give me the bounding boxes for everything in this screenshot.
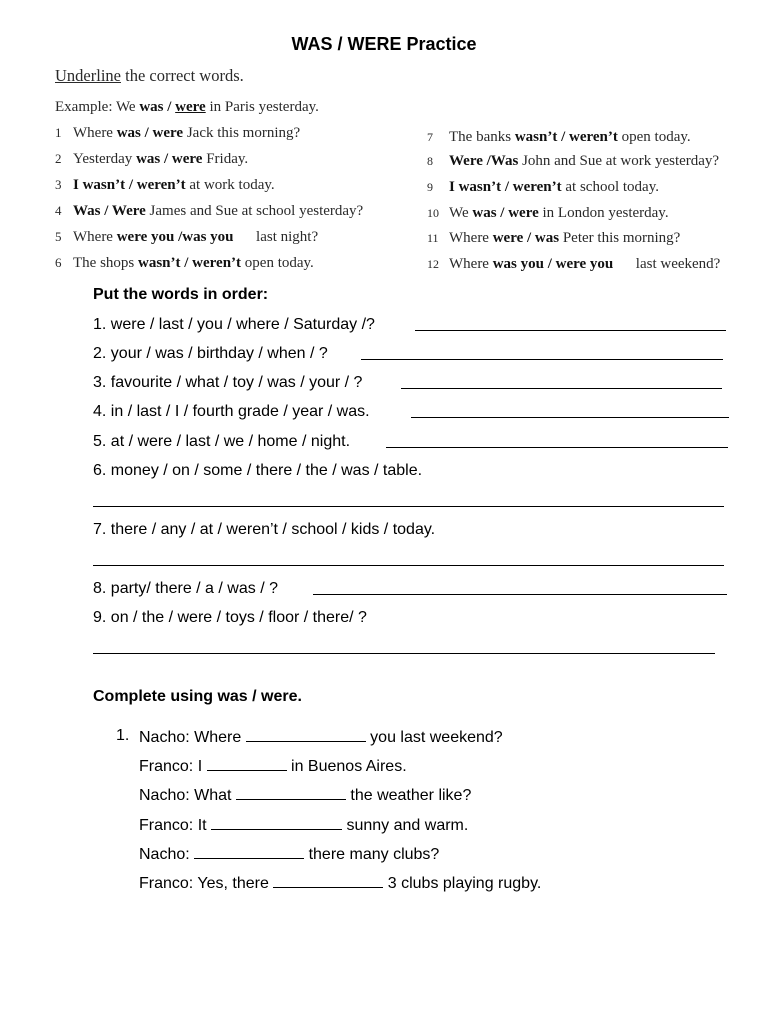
item-text-pre: Yesterday bbox=[73, 151, 137, 167]
underline-item bbox=[55, 151, 248, 168]
dialogue-line bbox=[139, 815, 468, 835]
item-text-pre: The shops bbox=[73, 255, 138, 271]
item-text-post: in London yesterday. bbox=[538, 205, 669, 221]
item-text-pre: The banks bbox=[449, 129, 515, 145]
item-number: 5 bbox=[55, 229, 62, 244]
underline-item bbox=[55, 203, 363, 220]
underline-item bbox=[55, 229, 318, 246]
answer-line-1[interactable] bbox=[415, 330, 726, 331]
dialogue-line-post: sunny and warm. bbox=[342, 817, 469, 834]
item-number: 11 bbox=[427, 231, 439, 245]
answer-line-6[interactable] bbox=[93, 506, 724, 507]
item-choice[interactable]: was you / were you bbox=[492, 256, 614, 272]
fill-blank[interactable] bbox=[273, 873, 383, 888]
item-number: 1 bbox=[55, 125, 62, 140]
fill-blank[interactable] bbox=[246, 727, 366, 742]
dialogue-number: 1. bbox=[116, 727, 130, 744]
dialogue-line bbox=[139, 844, 439, 864]
dialogue-line-post: 3 clubs playing rugby. bbox=[383, 875, 542, 892]
example-prefix: Example: We bbox=[55, 99, 140, 115]
underline-item bbox=[55, 177, 275, 194]
underline-item bbox=[55, 255, 314, 272]
answer-line-4[interactable] bbox=[411, 417, 729, 418]
order-item-1: 1. were / last / you / where / Saturday /? bbox=[93, 316, 375, 333]
item-number: 9 bbox=[427, 180, 433, 194]
item-text-post: Friday. bbox=[202, 151, 249, 167]
item-number: 10 bbox=[427, 206, 439, 220]
dialogue-line bbox=[139, 727, 503, 747]
underline-item bbox=[55, 125, 300, 142]
dialogue-line-post: there many clubs? bbox=[304, 846, 440, 863]
dialogue-line bbox=[139, 873, 541, 893]
order-item-6: 6. money / on / some / there / the / was / table. bbox=[93, 462, 423, 479]
item-choice[interactable]: were / was bbox=[492, 230, 560, 246]
item-text-pre: We bbox=[449, 205, 473, 221]
dialogue-line-post: in Buenos Aires. bbox=[286, 758, 407, 775]
page-title: WAS / WERE Practice bbox=[291, 34, 477, 54]
item-number: 7 bbox=[427, 130, 433, 144]
order-item-9: 9. on / the / were / toys / floor / there/ ? bbox=[93, 609, 367, 626]
item-text-pre: Where bbox=[73, 125, 117, 141]
item-choice[interactable]: were you /was you bbox=[116, 229, 234, 245]
item-text-post: at work today. bbox=[185, 177, 275, 193]
item-number: 8 bbox=[427, 154, 433, 168]
item-choice[interactable]: Were /Was bbox=[449, 153, 519, 169]
underline-item bbox=[427, 256, 720, 273]
order-heading: Put the words in order: bbox=[93, 286, 269, 303]
fill-blank[interactable] bbox=[236, 785, 346, 800]
example-suffix: in Paris yesterday. bbox=[205, 99, 319, 115]
item-text-post: open today. bbox=[241, 255, 314, 271]
item-text-pre: Where bbox=[449, 230, 493, 246]
answer-line-8[interactable] bbox=[313, 594, 727, 595]
item-choice[interactable]: wasn’t / weren’t bbox=[138, 255, 242, 271]
fill-blank[interactable] bbox=[211, 815, 342, 830]
item-choice[interactable]: was / were bbox=[136, 151, 203, 167]
answer-line-3[interactable] bbox=[401, 388, 722, 389]
item-number: 3 bbox=[55, 177, 62, 192]
item-number: 6 bbox=[55, 255, 62, 270]
item-text-post: John and Sue at work yesterday? bbox=[518, 153, 720, 169]
fill-blank[interactable] bbox=[194, 844, 304, 859]
item-number: 2 bbox=[55, 151, 62, 166]
dialogue-line-pre: Nacho: What bbox=[139, 787, 236, 804]
dialogue-line-post: the weather like? bbox=[345, 787, 472, 804]
answer-line-2[interactable] bbox=[361, 359, 723, 360]
dialogue-line-pre: Nacho: bbox=[139, 846, 195, 863]
complete-heading: Complete using was / were. bbox=[93, 688, 302, 705]
instruction-text bbox=[55, 66, 244, 86]
instruction-rest: the correct words. bbox=[120, 66, 244, 85]
item-text-post: Peter this morning? bbox=[559, 230, 681, 246]
dialogue-line-pre: Franco: Yes, there bbox=[139, 875, 274, 892]
item-choice[interactable]: I wasn’t / weren’t bbox=[73, 177, 186, 193]
order-item-7: 7. there / any / at / weren’t / school / kids / today. bbox=[93, 521, 436, 538]
underline-item bbox=[427, 205, 669, 222]
dialogue-line-pre: Franco: It bbox=[139, 817, 212, 834]
answer-line-7[interactable] bbox=[93, 565, 724, 566]
answer-line-5[interactable] bbox=[386, 447, 728, 448]
dialogue-line-pre: Franco: I bbox=[139, 758, 207, 775]
item-text-post: James and Sue at school yesterday? bbox=[145, 203, 364, 219]
underline-item bbox=[427, 129, 691, 146]
underline-item bbox=[427, 179, 659, 196]
order-item-2: 2. your / was / birthday / when / ? bbox=[93, 345, 328, 362]
order-item-4: 4. in / last / I / fourth grade / year / was. bbox=[93, 403, 370, 420]
instruction-underlined-word: Underline bbox=[55, 66, 121, 85]
item-text-post: last night? bbox=[233, 229, 319, 245]
example-were-underlined: were bbox=[175, 99, 206, 115]
order-item-3: 3. favourite / what / toy / was / your / ? bbox=[93, 374, 363, 391]
item-text-post: last weekend? bbox=[613, 256, 721, 272]
item-choice[interactable]: Was / Were bbox=[73, 203, 146, 219]
dialogue-line bbox=[139, 756, 407, 776]
item-text-post: open today. bbox=[617, 129, 691, 145]
example-slash: / bbox=[163, 99, 176, 115]
dialogue-line-post: you last weekend? bbox=[365, 729, 503, 746]
order-item-8: 8. party/ there / a / was / ? bbox=[93, 580, 278, 597]
order-item-5: 5. at / were / last / we / home / night. bbox=[93, 433, 351, 450]
fill-blank[interactable] bbox=[207, 756, 287, 771]
item-choice[interactable]: I wasn’t / weren’t bbox=[449, 179, 562, 195]
underline-item bbox=[427, 153, 719, 170]
item-text-post: at school today. bbox=[561, 179, 659, 195]
item-text-pre: Where bbox=[73, 229, 117, 245]
item-choice[interactable]: was / were bbox=[116, 125, 184, 141]
dialogue-line-pre: Nacho: Where bbox=[139, 729, 246, 746]
example-sentence bbox=[55, 99, 319, 116]
item-text-pre: Where bbox=[449, 256, 493, 272]
underline-item bbox=[427, 230, 680, 247]
example-was: was bbox=[139, 99, 164, 115]
dialogue-line bbox=[139, 785, 471, 805]
item-number: 4 bbox=[55, 203, 62, 218]
item-choice[interactable]: was / were bbox=[472, 205, 539, 221]
item-number: 12 bbox=[427, 257, 439, 271]
item-text-post: Jack this morning? bbox=[183, 125, 301, 141]
item-choice[interactable]: wasn’t / weren’t bbox=[514, 129, 618, 145]
answer-line-9[interactable] bbox=[93, 653, 715, 654]
